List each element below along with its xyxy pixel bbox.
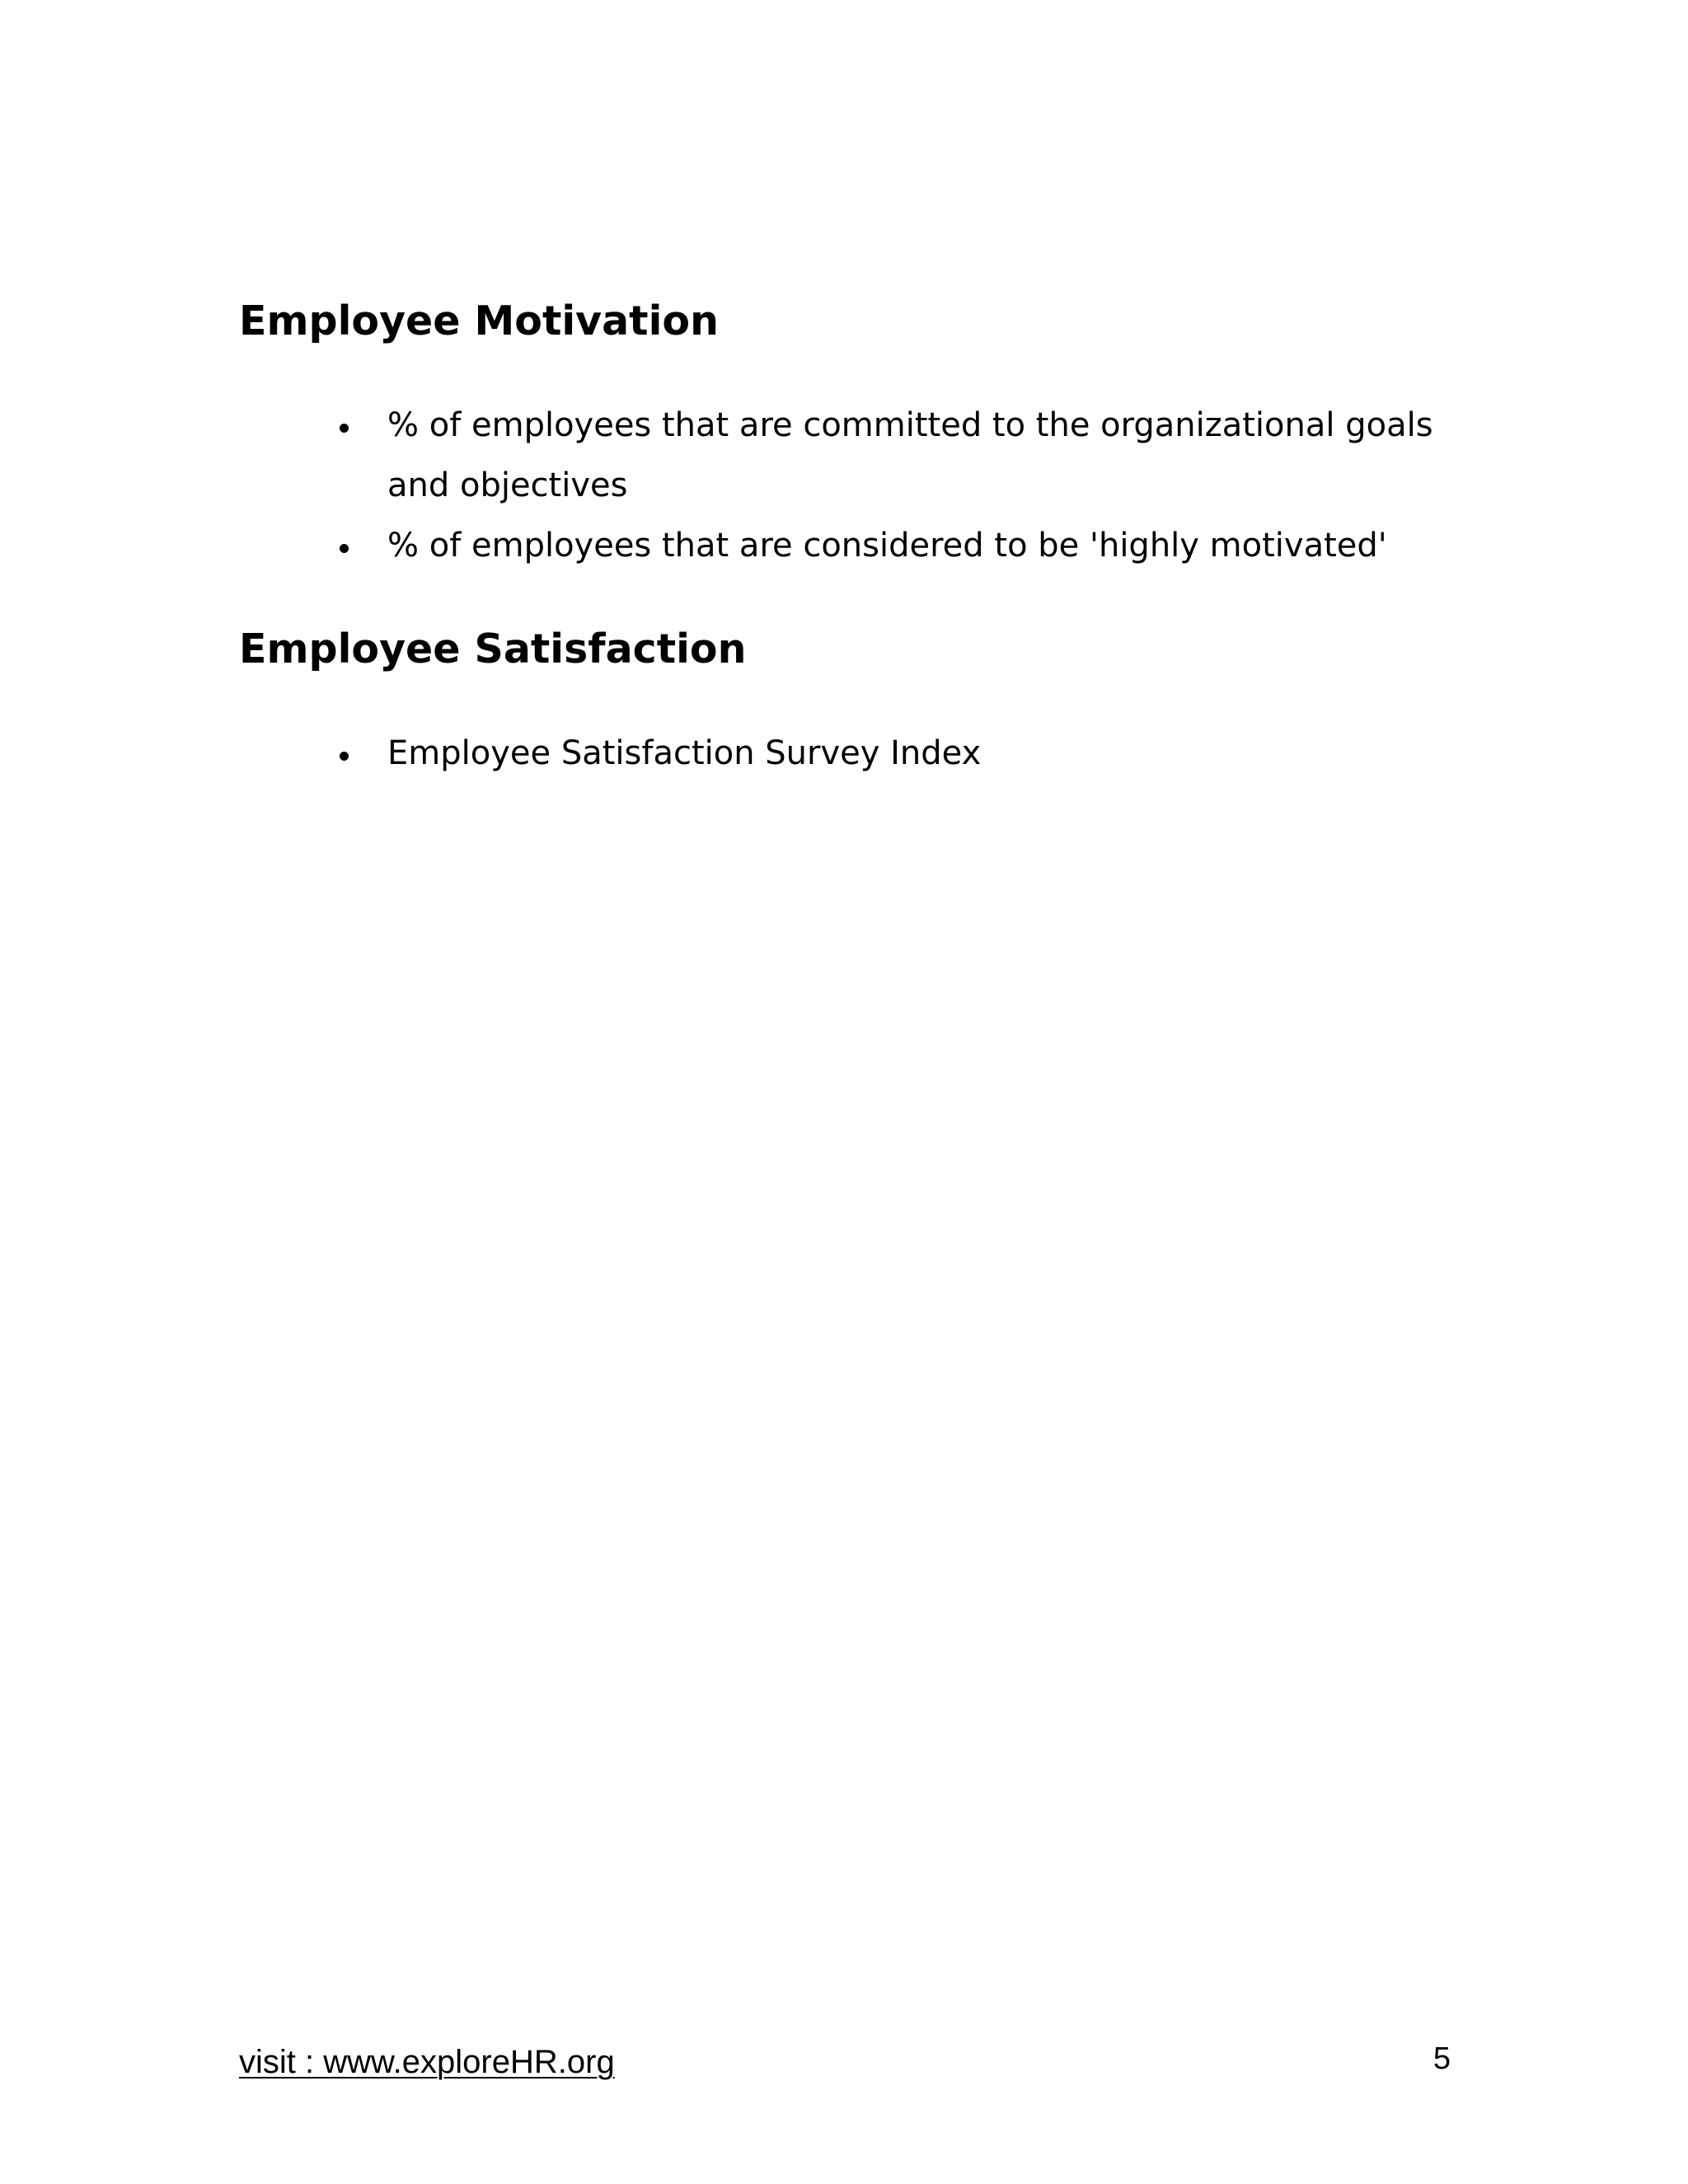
bullet-icon (340, 424, 349, 433)
list-item-text: % of employees that are committed to the organizational goals and objectives (387, 406, 1433, 504)
footer-website-link[interactable]: visit : www.exploreHR.org (239, 2044, 615, 2080)
list-item (387, 516, 1459, 576)
list-item (387, 396, 1459, 516)
list-item-text: % of employees that are considered to be 'highly motivated' (387, 527, 1387, 565)
section-heading-employee-motivation: Employee Motivation (239, 298, 719, 344)
bullet-list-employee-satisfaction (387, 724, 1459, 784)
page-number: 5 (1432, 2041, 1451, 2076)
bullet-list-employee-motivation (387, 396, 1459, 576)
section-heading-employee-satisfaction: Employee Satisfaction (239, 626, 747, 673)
list-item-text: Employee Satisfaction Survey Index (387, 734, 982, 772)
list-item (387, 724, 1459, 784)
bullet-icon (340, 544, 349, 553)
bullet-icon (340, 752, 349, 761)
